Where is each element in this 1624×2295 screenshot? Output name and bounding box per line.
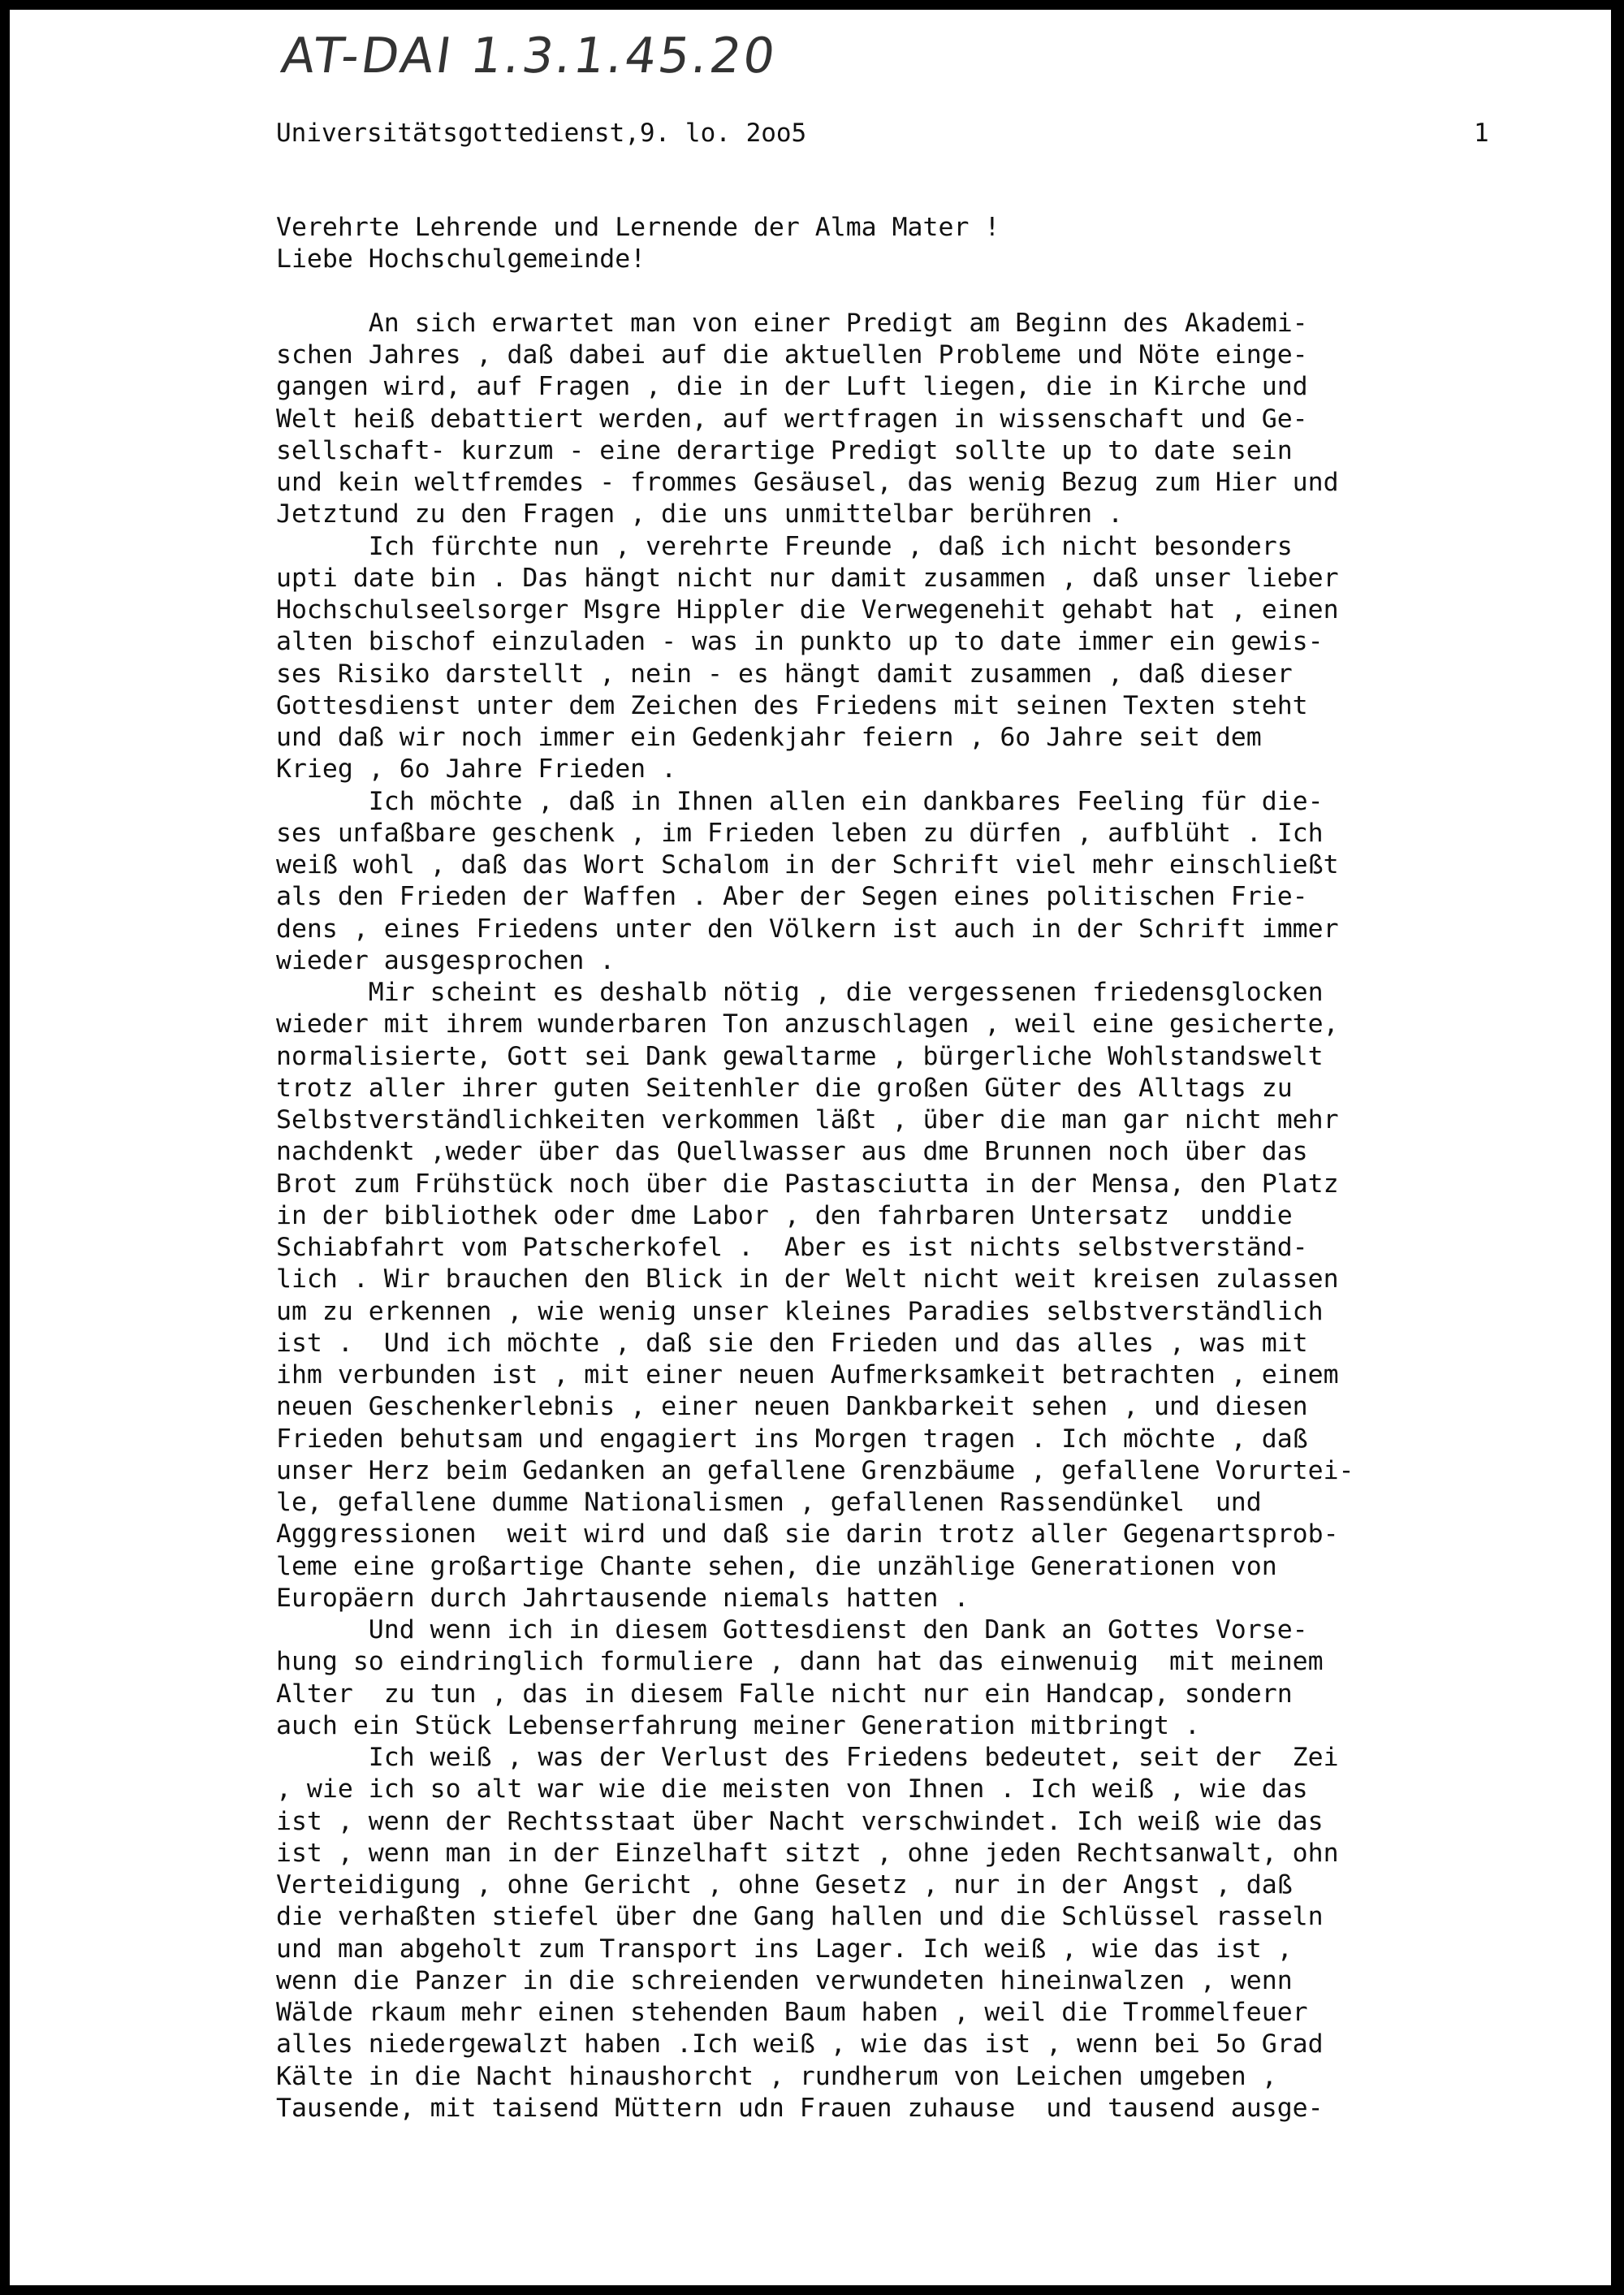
text-line: ihm verbunden ist , mit einer neuen Aufmerksamkeit betrachten , einem [276,1360,1339,1390]
text-line: alles niedergewalzt haben .Ich weiß , wie das ist , wenn bei 5o Grad [276,2029,1324,2059]
text-line: Brot zum Frühstück noch über die Pastasciutta in der Mensa, den Platz [276,1169,1339,1199]
text-line: und man abgeholt zum Transport ins Lager. Ich weiß , wie das ist , [276,1934,1293,1964]
text-line: Gottesdienst unter dem Zeichen des Friedens mit seinen Texten steht [276,690,1308,720]
text-line: Mir scheint es deshalb nötig , die vergessenen friedensglocken [276,978,1324,1007]
text-line: leme eine großartige Chante sehen, die unzählige Generationen von [276,1551,1277,1581]
text-line: Verehrte Lehrende und Lernende der Alma Mater ! [276,213,1000,242]
text-line: und kein weltfremdes - frommes Gesäusel, das wenig Bezug zum Hier und [276,468,1339,497]
text-line: die verhaßten stiefel über dne Gang hallen und die Schlüssel rasseln [276,1902,1324,1932]
text-line: schen Jahres , daß dabei auf die aktuellen Probleme und Nöte einge- [276,340,1308,370]
text-line: unser Herz beim Gedanken an gefallene Grenzbäume , gefallene Vorurtei- [276,1455,1354,1485]
text-line: Agggressionen weit wird und daß sie darin trotz aller Gegenartsprob- [276,1519,1339,1549]
text-line: Kälte in die Nacht hinaushorcht , rundherum von Leichen umgeben , [276,2061,1277,2091]
text-line: normalisierte, Gott sei Dank gewaltarme , bürgerliche Wohlstandswelt [276,1041,1324,1071]
text-line: hung so eindringlich formuliere , dann hat das einwenuig mit meinem [276,1647,1324,1677]
text-line: ist . Und ich möchte , daß sie den Frieden und das alles , was mit [276,1328,1308,1358]
text-line: Krieg , 6o Jahre Frieden . [276,754,677,784]
text-line: als den Frieden der Waffen . Aber der Segen eines politischen Frie- [276,882,1308,912]
text-line: wieder ausgesprochen . [276,945,615,975]
text-line: Ich möchte , daß in Ihnen allen ein dankbares Feeling für die- [276,786,1324,816]
sermon-body-text [276,212,1354,2124]
text-line: Liebe Hochschulgemeinde! [276,244,646,274]
text-line: in der bibliothek oder dme Labor , den fahrbaren Untersatz unddie [276,1200,1293,1230]
text-line: Welt heiß debattiert werden, auf wertfragen in wissenschaft und Ge- [276,404,1308,434]
text-line: gangen wird, auf Fragen , die in der Luft liegen, die in Kirche und [276,372,1308,402]
page-number: 1 [1474,119,1489,148]
text-line: sellschaft- kurzum - eine derartige Predigt sollte up to date sein [276,435,1293,465]
text-line: Frieden behutsam und engagiert ins Morgen tragen . Ich möchte , daß [276,1424,1308,1454]
text-line: alten bischof einzuladen - was in punkto up to date immer ein gewis- [276,627,1324,657]
text-line: Schiabfahrt vom Patscherkofel . Aber es ist nichts selbstverständ- [276,1233,1308,1262]
text-line: Und wenn ich in diesem Gottesdienst den Dank an Gottes Vorse- [276,1615,1308,1645]
text-line: Ich weiß , was der Verlust des Friedens bedeutet, seit der Zei [276,1743,1339,1772]
text-line: Alter zu tun , das in diesem Falle nicht nur ein Handcap, sondern [276,1679,1293,1709]
text-line: nachdenkt ,weder über das Quellwasser aus dme Brunnen noch über das [276,1137,1308,1167]
document-page [10,10,1611,2285]
text-line: ist , wenn der Rechtsstaat über Nacht verschwindet. Ich weiß wie das [276,1806,1324,1836]
text-line: Tausende, mit taisend Müttern udn Frauen zuhause und tausend ausge- [276,2093,1324,2123]
text-line: dens , eines Friedens unter den Völkern ist auch in der Schrift immer [276,914,1339,944]
text-line: le, gefallene dumme Nationalismen , gefallenen Rassendünkel und [276,1488,1262,1517]
text-line: Hochschulseelsorger Msgre Hippler die Verwegenehit gehabt hat , einen [276,595,1339,625]
text-line: neuen Geschenkerlebnis , einer neuen Dankbarkeit sehen , und diesen [276,1392,1308,1422]
text-line: und daß wir noch immer ein Gedenkjahr feiern , 6o Jahre seit dem [276,723,1262,752]
text-line: Ich fürchte nun , verehrte Freunde , daß ich nicht besonders [276,531,1293,561]
text-line: upti date bin . Das hängt nicht nur damit zusammen , daß unser lieber [276,563,1339,593]
text-line: ses unfaßbare geschenk , im Frieden leben zu dürfen , aufblüht . Ich [276,818,1324,848]
text-line: trotz aller ihrer guten Seitenhler die großen Güter des Alltags zu [276,1073,1293,1103]
text-line: Selbstverständlichkeiten verkommen läßt , über die man gar nicht mehr [276,1105,1339,1135]
text-line: Jetztund zu den Fragen , die uns unmittelbar berühren . [276,499,1124,529]
text-line: auch ein Stück Lebenserfahrung meiner Generation mitbringt . [276,1710,1200,1740]
text-line: Verteidigung , ohne Gericht , ohne Gesetz , nur in der Angst , daß [276,1870,1293,1900]
text-line: Wälde rkaum mehr einen stehenden Baum haben , weil die Trommelfeuer [276,1998,1308,2027]
text-line: , wie ich so alt war wie die meisten von Ihnen . Ich weiß , wie das [276,1774,1308,1804]
text-line: um zu erkennen , wie wenig unser kleines Paradies selbstverständlich [276,1296,1324,1326]
text-line: lich . Wir brauchen den Blick in der Welt nicht weit kreisen zulassen [276,1264,1339,1294]
document-header-title: Universitätsgottedienst,9. lo. 2oo5 [276,119,807,148]
text-line: An sich erwartet man von einer Predigt am Beginn des Akademi- [276,308,1308,338]
text-line: ses Risiko darstellt , nein - es hängt damit zusammen , daß dieser [276,659,1293,689]
text-line: wieder mit ihrem wunderbaren Ton anzuschlagen , weil eine gesicherte, [276,1009,1339,1039]
text-line: Europäern durch Jahrtausende niemals hatten . [276,1583,970,1613]
text-line: ist , wenn man in der Einzelhaft sitzt , ohne jeden Rechtsanwalt, ohn [276,1838,1339,1868]
text-line: weiß wohl , daß das Wort Schalom in der Schrift viel mehr einschließt [276,850,1339,880]
text-line: wenn die Panzer in die schreienden verwundeten hineinwalzen , wenn [276,1965,1293,1995]
text-line [276,276,1354,308]
archive-reference-handwritten: AT-DAI 1.3.1.45.20 [278,28,781,84]
